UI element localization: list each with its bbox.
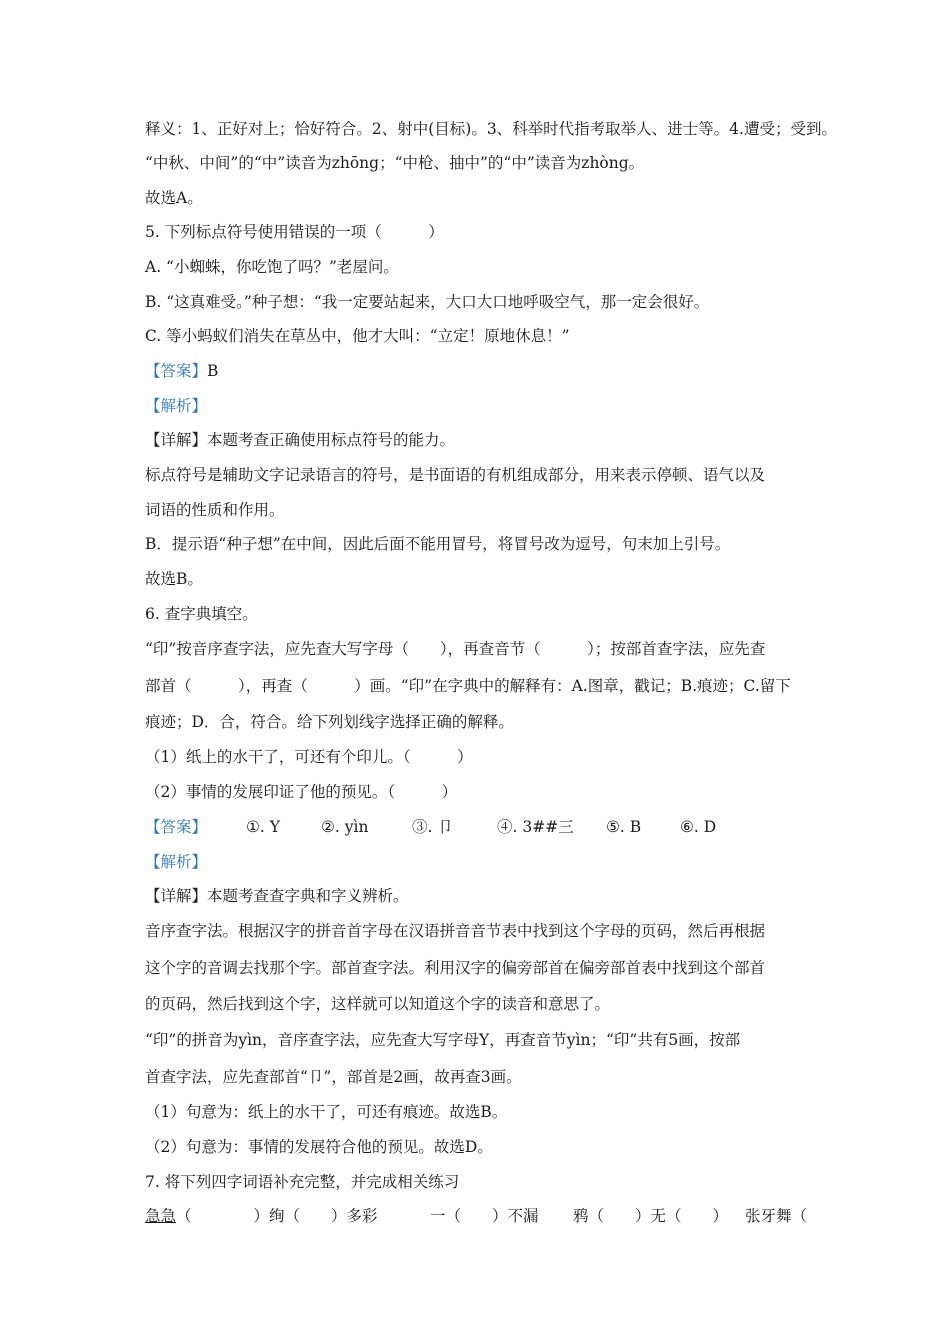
q7-items	[145, 1206, 808, 1226]
idiom-item: 一（ ）不漏	[430, 1207, 539, 1225]
idiom-item: 张牙舞（	[745, 1207, 808, 1225]
q4-conclusion: 故选A。	[145, 189, 203, 207]
q6-answer	[145, 817, 717, 837]
q6-detail-1: 音序查字法。根据汉字的拼音首字母在汉语拼音音节表中找到这个字母的页码，然后再根据	[145, 922, 766, 940]
q5-option-c: C. 等小蚂蚁们消失在草丛中，他才大叫：“立定！原地休息！”	[145, 327, 570, 345]
q5-conclusion: 故选B。	[145, 570, 203, 588]
idiom-item: 鸦（ ）无（ ）	[573, 1207, 729, 1225]
q5-paragraph-1a: 标点符号是辅助文字记录语言的符号，是书面语的有机组成部分，用来表示停顿、语气以及	[145, 466, 766, 484]
answer-tag: 【答案】	[145, 362, 208, 380]
detail-text: 本题考查查字典和字义辨析。	[207, 887, 409, 905]
q6-detail-4: “印”的拼音为yìn，音序查字法，应先查大写字母Y，再查音节yìn；“印”共有5画，按部	[145, 1031, 741, 1049]
q6-line-3: 痕迹；D．合，符合。给下列划线字选择正确的解释。	[145, 713, 514, 731]
answer-value: B	[207, 362, 219, 380]
idiom-item: 绚（ ）多彩	[269, 1207, 378, 1225]
answer-item: ⑤. B	[606, 818, 642, 836]
answer-item: ①. Y	[246, 818, 280, 836]
underlined-word: 急急	[145, 1207, 177, 1225]
q5-detail	[145, 430, 455, 450]
blank: （ ）	[176, 1207, 270, 1225]
q6-line-1: “印”按音序查字法，应先查大写字母（ ），再查音节（ ）；按部首查字法，应先查	[145, 640, 766, 658]
q6-detail-6: （1）句意为：纸上的水干了，可还有痕迹。故选B。	[145, 1103, 508, 1121]
q6-line-2: 部首（ ），再查（ ）画。“印”在字典中的解释有：A.图章，戳记；B.痕迹；C.留下	[145, 677, 791, 695]
q5-analysis-tag: 【解析】	[145, 397, 208, 415]
q6-detail	[145, 886, 409, 906]
answer-tag: 【答案】	[145, 818, 208, 836]
detail-tag: 【详解】	[145, 887, 208, 905]
q5-option-a: A. “小蜘蛛，你吃饱了吗？”老屋问。	[145, 258, 399, 276]
q6-detail-3: 的页码，然后找到这个字，这样就可以知道这个字的读音和意思了。	[145, 995, 611, 1013]
q6-detail-5: 首查字法，应先查部首“卩”，部首是2画，故再查3画。	[145, 1068, 522, 1086]
q5-answer	[145, 361, 218, 381]
q6-sentence-2: （2）事情的发展印证了他的预见。（ ）	[145, 783, 458, 801]
answer-item: ②. yìn	[321, 818, 369, 836]
q6-sentence-1: （1）纸上的水干了，可还有个印儿。（ ）	[145, 748, 473, 766]
q5-paragraph-1b: 词语的性质和作用。	[145, 501, 285, 519]
detail-tag: 【详解】	[145, 431, 208, 449]
q4-meaning: 释义：1、正好对上；恰好符合。2、射中(目标)。3、科举时代指考取举人、进士等。4.遭受；受到。	[145, 120, 837, 138]
q6-detail-7: （2）句意为：事情的发展符合他的预见。故选D。	[145, 1138, 493, 1156]
q5-paragraph-2: B．提示语“种子想”在中间，因此后面不能用冒号，将冒号改为逗号，句末加上引号。	[145, 535, 731, 553]
q5-question: 5. 下列标点符号使用错误的一项（ ）	[145, 223, 444, 241]
detail-text: 本题考查正确使用标点符号的能力。	[207, 431, 456, 449]
answer-item: ⑥. D	[680, 818, 717, 836]
q5-option-b: B. “这真难受。”种子想：“我一定要站起来，大口大口地呼吸空气，那一定会很好。	[145, 293, 710, 311]
q4-pronunciation: “中秋、中间”的“中”读音为zhōng；“中枪、抽中”的“中”读音为zhòng。	[145, 154, 645, 172]
q7-title: 7. 将下列四字词语补充完整，并完成相关练习	[145, 1173, 460, 1191]
q6-title: 6. 查字典填空。	[145, 605, 258, 623]
q6-detail-2: 这个字的音调去找那个字。部首查字法。利用汉字的偏旁部首在偏旁部首表中找到这个部首	[145, 959, 766, 977]
answer-item: ③. 卩	[412, 818, 453, 836]
answer-item: ④. 3##三	[497, 818, 574, 836]
q6-analysis-tag: 【解析】	[145, 853, 208, 871]
